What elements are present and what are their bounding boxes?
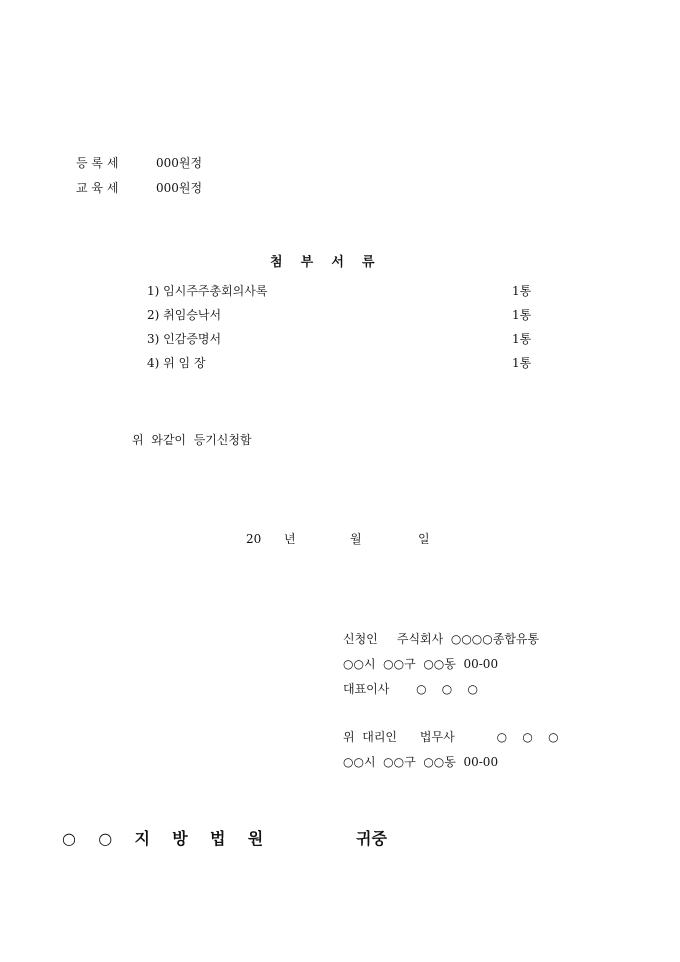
attachment-item-count: 1통 [512, 356, 532, 370]
agent-name: 위 대리인 법무사 ○ ○ ○ [343, 730, 559, 744]
agent-address: ○○시 ○○구 ○○동 00-00 [343, 755, 499, 769]
attachment-item-name: 4) 위 임 장 [147, 356, 206, 370]
fee-label-education: 교 육 세 [76, 181, 119, 195]
fee-value-registration: 000원정 [156, 156, 203, 170]
application-statement: 위 와같이 등기신청함 [132, 433, 252, 447]
applicant-address: ○○시 ○○구 ○○동 00-00 [343, 657, 499, 671]
attachments-title: 첨 부 서 류 [270, 255, 375, 270]
date-month-unit: 월 [350, 532, 362, 546]
court-name: ○ ○ 지 방 법 원 [62, 829, 264, 848]
date-day-unit: 일 [418, 532, 430, 546]
attachment-item-name: 1) 임시주주총회의사록 [147, 284, 268, 298]
applicant-name: 신청인 주식회사 ○○○○종합유통 [343, 632, 540, 646]
date-year: 20 [246, 532, 262, 546]
attachment-item-count: 1통 [512, 284, 532, 298]
date-year-unit: 년 [284, 532, 296, 546]
attachment-item-count: 1통 [512, 308, 532, 322]
applicant-representative: 대표이사 ○ ○ ○ [343, 682, 478, 696]
fee-label-registration: 등 록 세 [76, 156, 119, 170]
court-suffix: 귀중 [356, 829, 387, 848]
attachment-item-count: 1통 [512, 332, 532, 346]
attachment-item-name: 3) 인감증명서 [147, 332, 222, 346]
fee-value-education: 000원정 [156, 181, 203, 195]
attachment-item-name: 2) 취임승낙서 [147, 308, 222, 322]
